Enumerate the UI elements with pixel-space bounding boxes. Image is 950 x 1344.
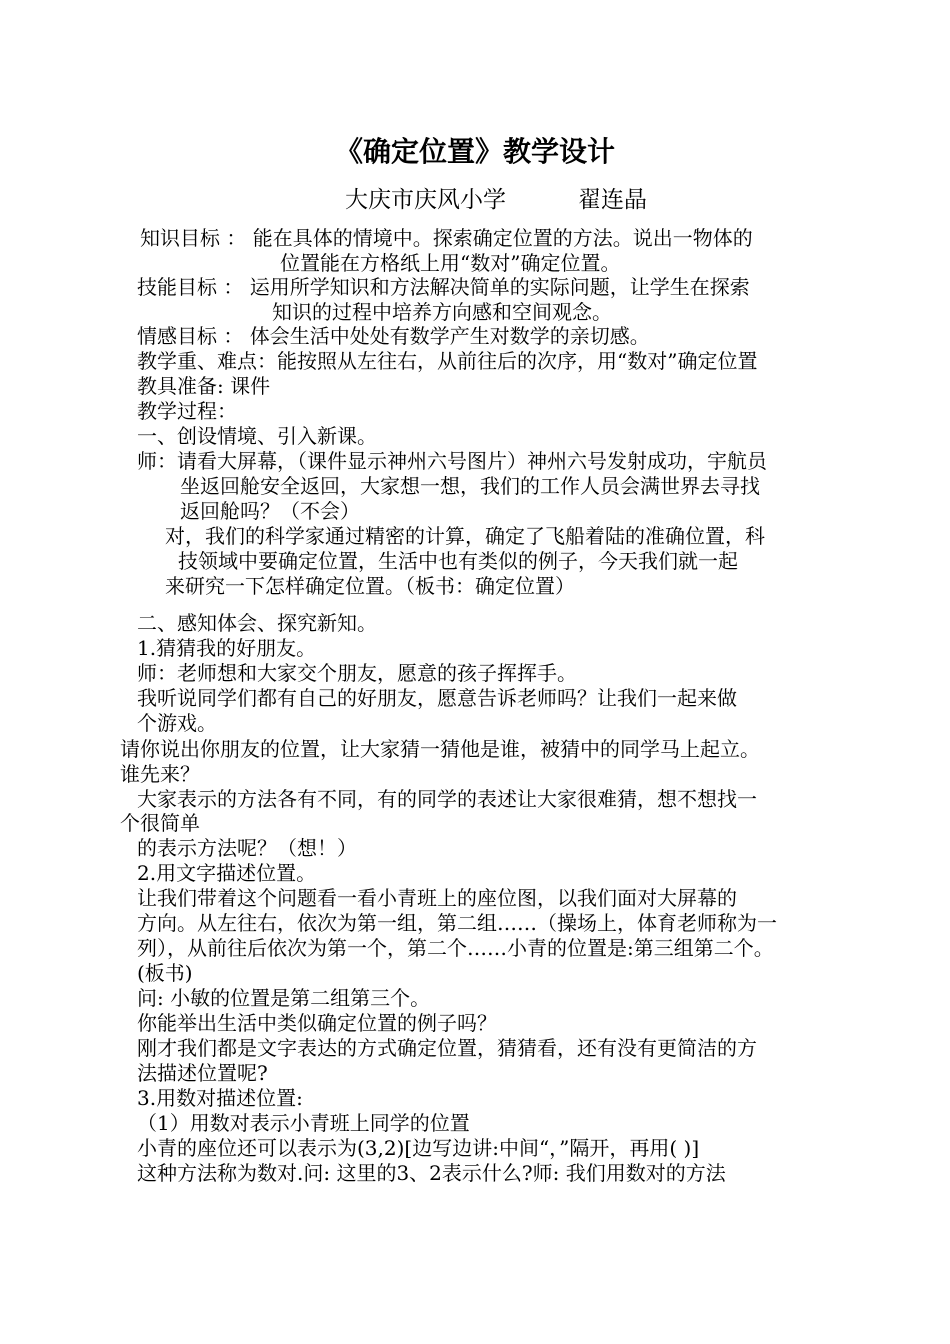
text-line: 来研究一下怎样确定位置。（板书：确定位置） [165, 574, 575, 598]
text-line: 师：老师想和大家交个朋友，愿意的孩子挥挥手。 [137, 661, 577, 685]
document-title: 《确定位置》教学设计 [334, 135, 615, 168]
text-line: 知识的过程中培养方向感和空间观念。 [272, 300, 612, 324]
text-line: 刚才我们都是文字表达的方式确定位置，猜猜看，还有没有更简洁的方 [137, 1036, 757, 1060]
text-line: 知识目标 ： 能在具体的情境中。探索确定位置的方法。说出一物体的 [140, 226, 753, 250]
text-line: 1.猜猜我的好朋友。 [137, 636, 317, 660]
text-line: 请你说出你朋友的位置，让大家猜一猜他是谁，被猜中的同学马上起立。 [120, 737, 760, 761]
text-line: 让我们带着这个问题看一看小青班上的座位图，以我们面对大屏幕的 [137, 886, 737, 910]
text-line: 我听说同学们都有自己的好朋友，愿意告诉老师吗？让我们一起来做 [137, 686, 737, 710]
text-line: 位置能在方格纸上用“数对”确定位置。 [280, 251, 621, 275]
text-line: 你能举出生活中类似确定位置的例子吗？ [137, 1011, 497, 1035]
text-line: 技领域中要确定位置，生活中也有类似的例子，今天我们就一起 [178, 549, 738, 573]
text-line: 这种方法称为数对.问: 这里的3、2表示什么?师: 我们用数对的方法 [137, 1161, 726, 1185]
text-line: 情感目标 ： 体会生活中处处有数学产生对数学的亲切感。 [137, 324, 650, 348]
text-line: 返回舱吗？（不会） [180, 499, 360, 523]
text-line: 方向。从左往右，依次为第一组，第二组……（操场上，体育老师称为一 [137, 911, 777, 935]
text-line: 大家表示的方法各有不同，有的同学的表述让大家很难猜，想不想找一 [137, 787, 757, 811]
text-line: 教具准备: 课件 [137, 374, 271, 398]
teacher-name: 翟连晶 [578, 187, 647, 213]
text-line: 列），从前往后依次为第一个，第二个……小青的位置是:第三组第二个。 [137, 936, 774, 960]
text-line: 2.用文字描述位置。 [137, 861, 317, 885]
text-line: 3.用数对描述位置: [137, 1086, 303, 1110]
text-line: 师：请看大屏幕，（课件显示神州六号图片）神州六号发射成功，宇航员 [137, 449, 767, 473]
text-line: 技能目标 ： 运用所学知识和方法解决简单的实际问题，让学生在探索 [137, 275, 750, 299]
text-line: 的表示方法呢？（想！） [137, 836, 357, 860]
section-heading: 一、创设情境、引入新课。 [137, 424, 377, 448]
text-line: 小青的座位还可以表示为(3,2)[边写边讲:中间“，”隔开，再用( )] [137, 1136, 700, 1160]
text-line: 教学过程： [137, 399, 237, 423]
text-line: 法描述位置呢? [137, 1061, 268, 1085]
text-line: 对，我们的科学家通过精密的计算，确定了飞船着陆的准确位置，科 [165, 524, 765, 548]
text-line: 个很简单 [120, 811, 200, 835]
text-line: 谁先来？ [120, 762, 200, 786]
section-heading: 二、感知体会、探究新知。 [137, 611, 377, 635]
text-line: 教学重、难点：能按照从左往右，从前往后的次序，用“数对”确定位置 [137, 349, 758, 373]
text-line: （1）用数对表示小青班上同学的位置 [137, 1111, 470, 1135]
text-line: 个游戏。 [137, 711, 217, 735]
text-line: (板书) [137, 961, 193, 985]
school-name: 大庆市庆风小学 [345, 187, 506, 213]
text-line: 坐返回舱安全返回，大家想一想，我们的工作人员会满世界去寻找 [180, 474, 760, 498]
text-line: 问: 小敏的位置是第二组第三个。 [137, 986, 431, 1010]
